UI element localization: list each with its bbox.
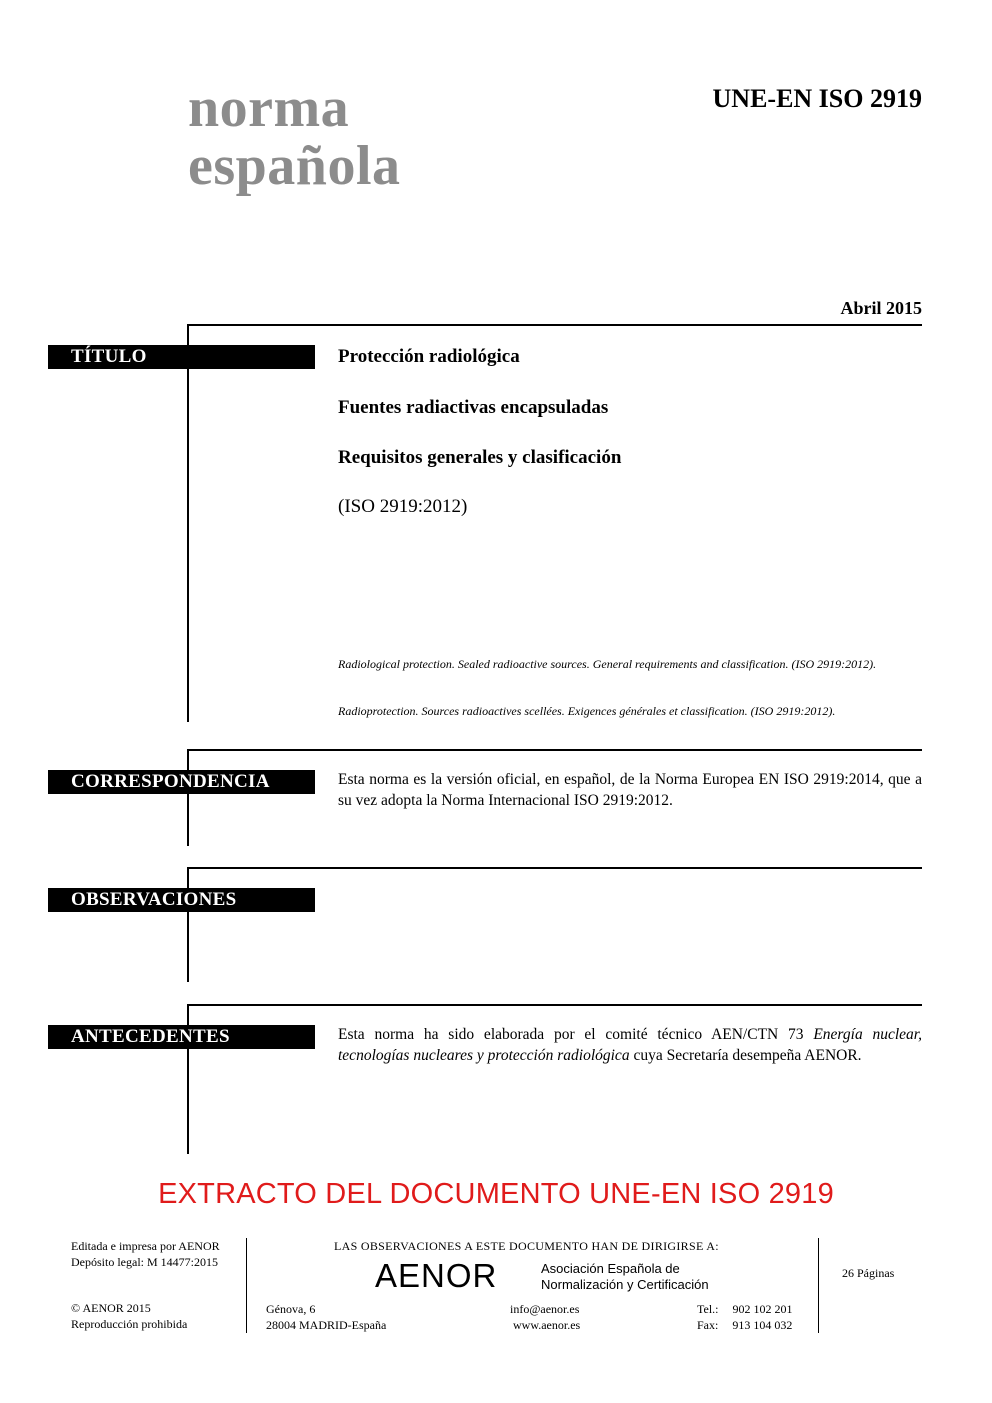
email-link[interactable]: info@aenor.es [510, 1302, 580, 1316]
antecedentes-text-b: cuya Secretaría desempeña AENOR. [629, 1047, 862, 1064]
aenor-logo: AENOR [375, 1257, 498, 1294]
tel-number: 902 102 201 [732, 1302, 793, 1316]
french-title: Radioprotection. Sources radioactives scellées. Exigences générales et classification. (ISO 2919:2012). [338, 704, 836, 718]
title-line-2: Fuentes radiactivas encapsuladas [338, 397, 609, 418]
org-line-2: Normalización y Certificación [541, 1277, 709, 1292]
footer-contact [510, 1301, 580, 1333]
english-title: Radiological protection. Sealed radioactive sources. General requirements and classification. (ISO 2919:2012). [338, 657, 877, 671]
section-divider [188, 749, 922, 751]
section-vertical-rule [187, 867, 189, 982]
publication-date: Abril 2015 [840, 298, 922, 318]
section-divider [188, 324, 922, 326]
extract-banner: EXTRACTO DEL DOCUMENTO UNE-EN ISO 2919 [158, 1178, 834, 1210]
label-antecedentes: ANTECEDENTES [48, 1025, 315, 1049]
section-divider [188, 1004, 922, 1006]
copyright: © AENOR 2015 [71, 1301, 151, 1315]
org-line-1: Asociación Española de [541, 1261, 680, 1276]
address-line-1: Génova, 6 [266, 1302, 316, 1316]
correspondencia-text: Esta norma es la versión oficial, en español, de la Norma Europea EN ISO 2919:2014, que a su vez adopta la Norma Internacional ISO 2919:2012. [338, 771, 922, 809]
iso-reference: (ISO 2919:2012) [338, 496, 468, 517]
reproduction-notice: Reproducción prohibida [71, 1317, 188, 1331]
label-titulo: TÍTULO [48, 345, 315, 369]
fax-label: Fax: [697, 1318, 719, 1332]
web-link[interactable]: www.aenor.es [513, 1318, 581, 1332]
aenor-org-name [541, 1261, 709, 1293]
committee-name: Energía nuclear, tecnologías nucleares y protección radiológica [338, 1026, 922, 1064]
address-line-2: 28004 MADRID-España [266, 1318, 387, 1332]
brand-title [188, 77, 401, 197]
brand-line-2: española [188, 135, 401, 197]
antecedentes-text [338, 1024, 922, 1066]
brand-line-1: norma [188, 77, 350, 139]
label-correspondencia: CORRESPONDENCIA [48, 770, 315, 794]
title-line-1: Protección radiológica [338, 346, 520, 367]
legal-deposit: Depósito legal: M 14477:2015 [71, 1255, 218, 1269]
antecedentes-text-a: Esta norma ha sido elaborada por el comité técnico AEN/CTN 73 [338, 1026, 814, 1043]
footer-publisher [71, 1238, 220, 1270]
footer-copyright [71, 1300, 187, 1332]
footer-divider [818, 1238, 819, 1333]
section-vertical-rule [187, 324, 189, 722]
footer-phone [697, 1301, 793, 1333]
observations-notice: LAS OBSERVACIONES A ESTE DOCUMENTO HAN DE DIRIGIRSE A: [334, 1239, 719, 1253]
standard-code: UNE-EN ISO 2919 [712, 84, 922, 113]
section-divider [188, 867, 922, 869]
edited-by: Editada e impresa por AENOR [71, 1239, 220, 1253]
footer-address [266, 1301, 386, 1333]
tel-label: Tel.: [697, 1302, 719, 1316]
footer-divider [246, 1238, 247, 1333]
fax-number: 913 104 032 [732, 1318, 793, 1332]
section-vertical-rule [187, 749, 189, 846]
label-observaciones: OBSERVACIONES [48, 888, 315, 912]
page-count: 26 Páginas [842, 1266, 895, 1280]
title-line-3: Requisitos generales y clasificación [338, 447, 622, 468]
